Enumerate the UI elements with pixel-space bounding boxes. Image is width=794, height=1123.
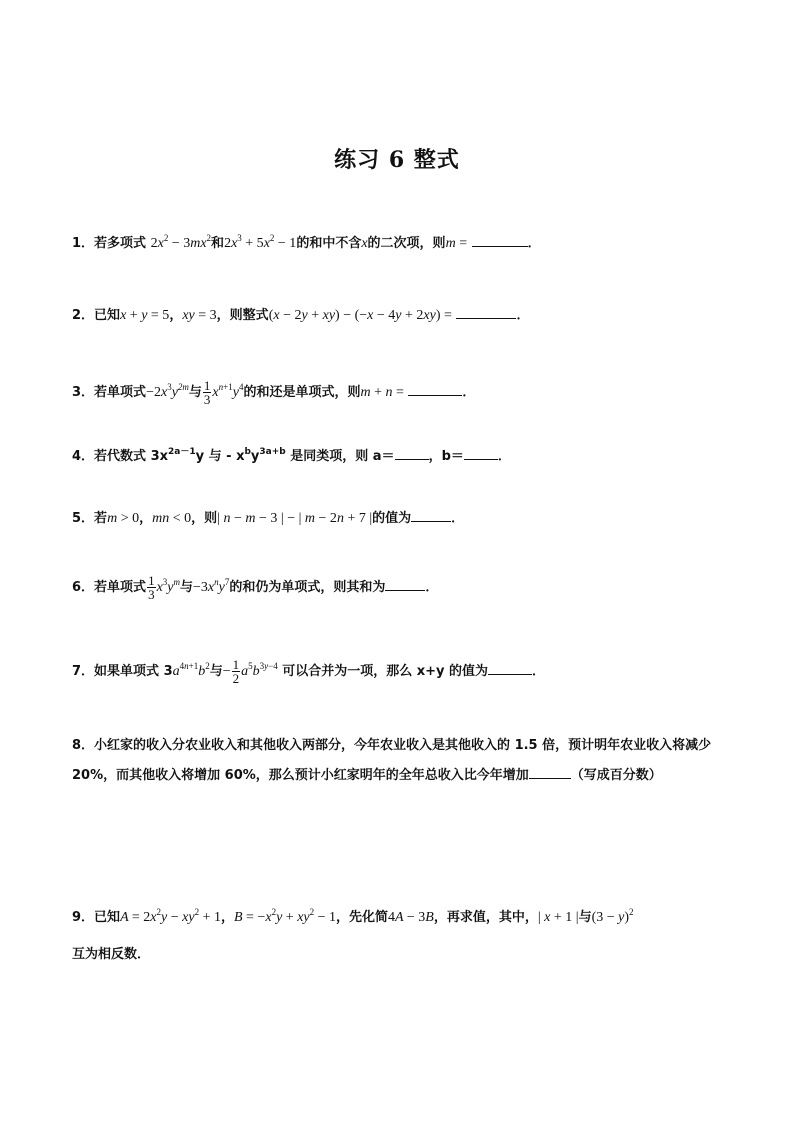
question-7 <box>72 658 732 685</box>
question-number: 7． <box>72 664 95 679</box>
question-9-continued <box>72 945 732 965</box>
answer-blank[interactable] <box>411 507 451 522</box>
math-expression: $-2x^3y^{2m}$ <box>146 382 189 400</box>
question-text: 与 <box>209 664 223 679</box>
math-expression: $-3x^ny^7$ <box>193 577 230 595</box>
question-9 <box>72 908 732 928</box>
question-text: 互为相反数． <box>72 947 151 962</box>
question-6 <box>72 574 732 601</box>
math-expression: m + n = <box>360 385 404 400</box>
math-expression: $x^{n+1}y^4$ <box>212 382 244 400</box>
math-expression: $B = -x^2y + xy^2 - 1$ <box>233 907 337 925</box>
math-expression: 4A − 3B <box>388 910 434 925</box>
question-number: 4． <box>72 449 95 464</box>
math-expression: $A = 2x^2y - xy^2 + 1$ <box>120 907 221 925</box>
question-text: 若单项式 <box>94 385 147 400</box>
math-minus: − <box>222 664 231 679</box>
question-3 <box>72 379 732 406</box>
question-text: 若 <box>94 511 108 526</box>
question-number: 6． <box>72 580 95 595</box>
question-text: ， <box>139 511 153 526</box>
question-text: 如果单项式 3 <box>94 664 173 679</box>
question-text: 可以合并为一项，那么 x+y 的值为 <box>282 664 489 679</box>
exponent: 2a－1 <box>168 447 196 457</box>
question-text: 已知 <box>94 910 121 925</box>
math-expression: $(3 - y)^2$ <box>591 907 634 925</box>
question-number: 5． <box>72 511 95 526</box>
page-title: 练习 6 整式 <box>334 147 460 173</box>
math-variable: x <box>361 236 368 251</box>
math-variable: m = <box>445 236 468 251</box>
question-text: 的值为 <box>372 511 412 526</box>
math-expression: $2x^2 - 3mx^2$ <box>150 233 212 251</box>
math-expression: (x − 2y + xy) − (−x − 4y + 2xy) = <box>268 308 452 323</box>
answer-blank-a[interactable] <box>395 445 429 460</box>
question-text: 是同类项，则 a＝ <box>285 449 395 464</box>
fraction-one-third: $\frac{1}{3}$ <box>203 378 211 407</box>
question-text: ， <box>220 910 234 925</box>
question-text: 的和还是单项式，则 <box>243 385 361 400</box>
math-expression: | n − m − 3 | − | m − 2n + 7 | <box>217 511 373 526</box>
question-text: 小红家的收入分农业收入和其他收入两部分，今年农业收入是其他收入的 1.5 倍，预计明年农业收入将减少 20%，而其他收入将增加 60%，那么预计小红家明年的全年总收入比今年增加 <box>72 738 712 783</box>
question-number: 9． <box>72 910 95 925</box>
answer-blank[interactable] <box>472 232 528 247</box>
question-text: ，b＝ <box>428 449 464 464</box>
question-text: （写成百分数） <box>570 768 662 783</box>
question-text: 的和中不含 <box>296 236 362 251</box>
question-text: ． <box>516 308 530 323</box>
question-text: ，再求值，其中， <box>433 910 538 925</box>
answer-blank[interactable] <box>456 304 516 319</box>
question-text: y 与 - x <box>195 449 245 464</box>
question-5 <box>72 507 732 529</box>
fraction-one-third: $\frac{1}{3}$ <box>148 573 155 602</box>
question-text: 与 <box>180 580 194 595</box>
question-text: y <box>250 449 260 464</box>
answer-blank-b[interactable] <box>464 445 498 460</box>
math-expression: $a^{4n+1}b^2$ <box>172 661 210 679</box>
question-text: 若多项式 <box>94 236 147 251</box>
question-number: 8． <box>72 738 95 753</box>
question-text: 的和仍为单项式，则其和为 <box>229 580 386 595</box>
answer-blank[interactable] <box>408 381 462 396</box>
question-text: ． <box>532 664 546 679</box>
question-text: ． <box>451 511 465 526</box>
question-text: ，则 <box>191 511 218 526</box>
question-text: ，先化简 <box>336 910 389 925</box>
question-number: 3． <box>72 385 95 400</box>
question-text: ，则整式 <box>216 308 269 323</box>
question-number: 2． <box>72 308 95 323</box>
exponent: b <box>244 447 251 457</box>
math-expression: $x^3y^m$ <box>156 577 180 595</box>
question-text: 与 <box>188 385 202 400</box>
question-2 <box>72 304 732 326</box>
question-text: ． <box>462 385 476 400</box>
question-number: 1． <box>72 236 95 251</box>
question-text: 若代数式 3x <box>94 449 169 464</box>
question-4 <box>72 445 732 467</box>
question-text: 的二次项，则 <box>367 236 446 251</box>
question-text: 和 <box>211 236 225 251</box>
question-text: ． <box>527 236 541 251</box>
question-1 <box>72 232 732 254</box>
question-text: ． <box>425 580 439 595</box>
fraction-one-half: $\frac{1}{2}$ <box>232 657 240 686</box>
answer-blank[interactable] <box>488 660 532 675</box>
math-expression: m > 0 <box>107 511 140 526</box>
question-text: 与 <box>578 910 592 925</box>
math-expression: mn < 0 <box>152 511 192 526</box>
answer-blank[interactable] <box>385 576 425 591</box>
question-text: 已知 <box>94 308 121 323</box>
question-8 <box>72 731 732 791</box>
math-expression: $a^5b^{3y-4}$ <box>241 661 278 679</box>
math-expression: xy = 3 <box>182 308 217 323</box>
math-expression: $2x^3 + 5x^2 - 1$ <box>224 233 297 251</box>
math-expression: x + y = 5 <box>120 308 170 323</box>
question-text: ． <box>497 449 511 464</box>
question-text: ， <box>169 308 183 323</box>
math-expression: | x + 1 | <box>537 910 579 925</box>
question-text: 若单项式 <box>94 580 147 595</box>
exponent: 3a+b <box>259 447 286 457</box>
answer-blank[interactable] <box>529 764 571 779</box>
